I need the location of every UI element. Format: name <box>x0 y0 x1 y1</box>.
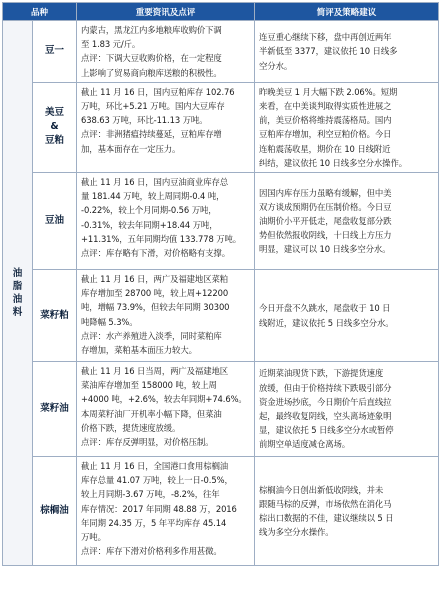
category-char: 脂 <box>12 281 23 293</box>
table-row <box>3 362 439 457</box>
advice-cell: 昨晚美豆 1 月大幅下跌 2.06%。短期 来看，在中美谈判取得实质性进展之 前，美豆价格将维持震荡格局。国内 豆粕库存增加，利空豆粕价格。今日 连粕震荡收星，期价在 10 日线附近 纠结，建议依托 10 日线多空分水操作。 <box>255 82 439 172</box>
variety-name: 棕榈油 <box>33 457 77 566</box>
advice-cell: 连豆重心继续下移，盘中再创近两年 半新低至 3377，建议依托 10 日线多 空分水。 <box>255 21 439 83</box>
category-char: 油 <box>12 268 23 280</box>
variety-name: 豆一 <box>33 21 77 83</box>
advice-cell: 近期菜油现货下跌，下游提货速度 放缓，但由于价格持续下跌吸引部分 资金进场抄底，今日期价午后直线拉 起，最终收复阴线，空头离场迹象明 显，建议依托 5 日线多空分水或暂停 前期空单适度减仓离场。 <box>255 362 439 457</box>
news-cell: 截止 11 月 16 日，国内豆油商业库存总 量 181.44 万吨，较上周同期-0.4 吨， -0.22%，较上个月同期-0.56 万吨， -0.31%，较去年同期+18.44 万吨， +11.31%，五年同期均值 133.778 万吨。 点评：库存略有下滑，对价格略有支撑。 <box>77 173 255 270</box>
table-header <box>3 3 439 21</box>
variety-name: 豆油 <box>33 173 77 270</box>
advice-cell: 棕榈油今日创出新低收阴线，并未 跟随马棕的反弹，市场依然在消化马 棕出口数据的不佳，建议继续以 5 日 线为多空分水操作。 <box>255 457 439 566</box>
strategy-table <box>2 2 439 566</box>
table-row <box>3 457 439 566</box>
category-char: 油 <box>12 294 23 306</box>
table-row <box>3 173 439 270</box>
category-cell <box>3 21 33 566</box>
header-variety: 品种 <box>3 3 77 21</box>
news-cell: 内蒙古，黑龙江内多地粮库收购价下调 至 1.83 元/斤。 点评：下调大豆收购价格，在一定程度 上影响了贸易商向粮库送粮的积极性。 <box>77 21 255 83</box>
news-cell: 截止 11 月 16 日，全国港口食用棕榈油 库存总量 41.07 万吨，较上一日-0.5%， 较上月同期-3.67 万吨，-8.2%，往年 库存情况：2017 年同期 48.88 万，2016 年同期 24.35 万，5 年平均库存 45.14 万吨。 点评：库存下滑对价格利多作用甚微。 <box>77 457 255 566</box>
news-cell: 截止 11 月 16 日，两广及福建地区菜粕 库存增加至 28700 吨，较上周+12200 吨，增幅 73.9%，但较去年同期 30300 吨降幅 5.3%。 点评：水产养殖进入淡季，同时菜粕库 存增加，菜粕基本面压力较大。 <box>77 270 255 362</box>
variety-name: 美豆 & 豆粕 <box>33 82 77 172</box>
variety-name: 菜籽粕 <box>33 270 77 362</box>
advice-cell: 因国内库存压力虽略有缓解，但中美 双方谈成预期仍在压制价格。今日豆 油期价小平开低走，尾盘收复部分跌 势但依然报收阴线，十日线上方压力 明显，建议可以 10 日线多空分水。 <box>255 173 439 270</box>
news-cell: 截止 11 月 16 日，国内豆粕库存 102.76 万吨，环比+5.21 万吨。国内大豆库存 638.63 万吨，环比-11.13 万吨。 点评：非洲猪瘟持续蔓延，豆粕库存增 加，基本面存在一定压力。 <box>77 82 255 172</box>
header-advice: 简评及策略建议 <box>255 3 439 21</box>
news-cell: 截止 11 月 16 日当周，两广及福建地区 菜油库存增加至 158000 吨，较上周 +4000 吨，+2.6%，较去年同期+74.6%。 本周菜籽油厂开机率小幅下降，但菜油 价格下跌，提货速度放缓。 点评：库存反弹明显，对价格压制。 <box>77 362 255 457</box>
category-char: 料 <box>12 307 23 319</box>
table-row <box>3 21 439 83</box>
header-news: 重要资讯及点评 <box>77 3 255 21</box>
table-row <box>3 270 439 362</box>
table-row <box>3 82 439 172</box>
variety-name: 菜籽油 <box>33 362 77 457</box>
advice-cell: 今日开盘不久跳水，尾盘收于 10 日 线附近，建议依托 5 日线多空分水。 <box>255 270 439 362</box>
